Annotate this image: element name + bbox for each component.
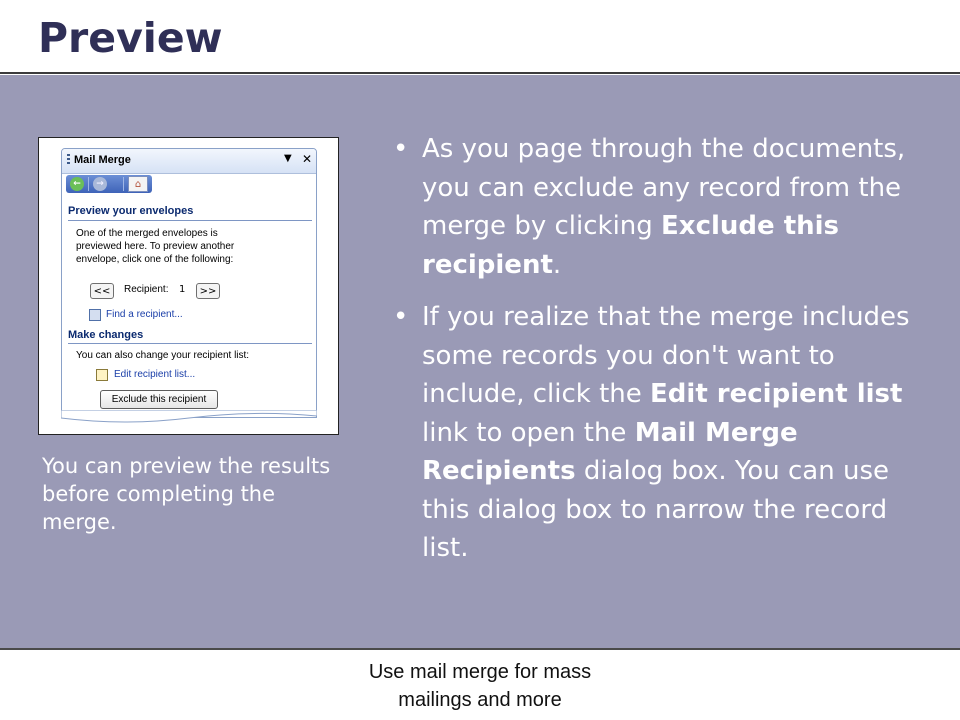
title-divider xyxy=(0,72,960,74)
task-pane-header xyxy=(62,149,316,174)
find-recipient-icon xyxy=(89,309,101,321)
preview-text-line-3: envelope, click one of the following: xyxy=(76,254,234,265)
nav-separator xyxy=(123,177,124,191)
edit-recipient-list-link[interactable]: Edit recipient list... xyxy=(114,369,196,380)
previous-recipient-button[interactable]: << xyxy=(90,283,114,299)
screenshot-caption: You can preview the results before completing the merge. xyxy=(42,454,331,534)
bullet-item xyxy=(390,298,930,568)
section-divider xyxy=(68,343,312,344)
bullet-bold-text: Edit recipient list xyxy=(650,379,903,409)
home-icon[interactable]: ⌂ xyxy=(128,176,148,192)
task-pane-body xyxy=(61,148,317,418)
next-recipient-button[interactable]: >> xyxy=(196,283,220,299)
exclude-recipient-button[interactable]: Exclude this recipient xyxy=(100,390,218,409)
section-heading-preview: Preview your envelopes xyxy=(68,205,194,217)
footer-line-1: Use mail merge for mass xyxy=(368,661,592,683)
task-pane-screenshot xyxy=(38,137,339,435)
forward-icon[interactable]: → xyxy=(93,177,107,191)
dropdown-arrow-icon[interactable]: ▼ xyxy=(284,153,292,164)
footer-line-2: mailings and more xyxy=(398,689,562,711)
close-icon[interactable]: ✕ xyxy=(302,152,313,166)
bullet-text: If you realize that the merge includes some records you don't want to include, click the xyxy=(422,302,910,409)
bullet-list xyxy=(390,130,930,582)
edit-list-icon xyxy=(96,369,108,381)
preview-text-line-2: previewed here. To preview another xyxy=(76,241,235,252)
bullet-text: . xyxy=(552,249,562,280)
mail-merge-task-pane xyxy=(61,148,317,424)
task-pane-title: Mail Merge xyxy=(74,154,131,166)
slide-title: Preview xyxy=(38,14,223,62)
section-heading-make-changes: Make changes xyxy=(68,329,144,341)
recipient-number: 1 xyxy=(179,284,186,295)
find-recipient-link[interactable]: Find a recipient... xyxy=(106,309,183,320)
bullet-item xyxy=(390,130,930,284)
bullet-bold-text: Exclude this recipient xyxy=(422,211,840,280)
nav-separator xyxy=(88,177,89,191)
recipient-label: Recipient: xyxy=(124,284,169,295)
bullet-bold-text: Mail Merge Recipients xyxy=(422,417,798,486)
section-divider xyxy=(68,220,312,221)
preview-text-line-1: One of the merged envelopes is xyxy=(76,228,218,239)
pane-wave-edge xyxy=(61,410,317,426)
slide-footer xyxy=(0,658,960,714)
task-pane-nav-bar xyxy=(66,175,152,193)
make-changes-text: You can also change your recipient list: xyxy=(76,350,250,361)
back-icon[interactable]: ← xyxy=(70,177,84,191)
bullet-text: link to open the xyxy=(422,417,635,448)
grip-icon[interactable] xyxy=(67,154,70,166)
bullet-text: dialog box. You can use this dialog box to narrow the record list. xyxy=(422,456,889,563)
bullet-text: As you page through the documents, you can exclude any record from the merge by clicking xyxy=(422,134,906,241)
